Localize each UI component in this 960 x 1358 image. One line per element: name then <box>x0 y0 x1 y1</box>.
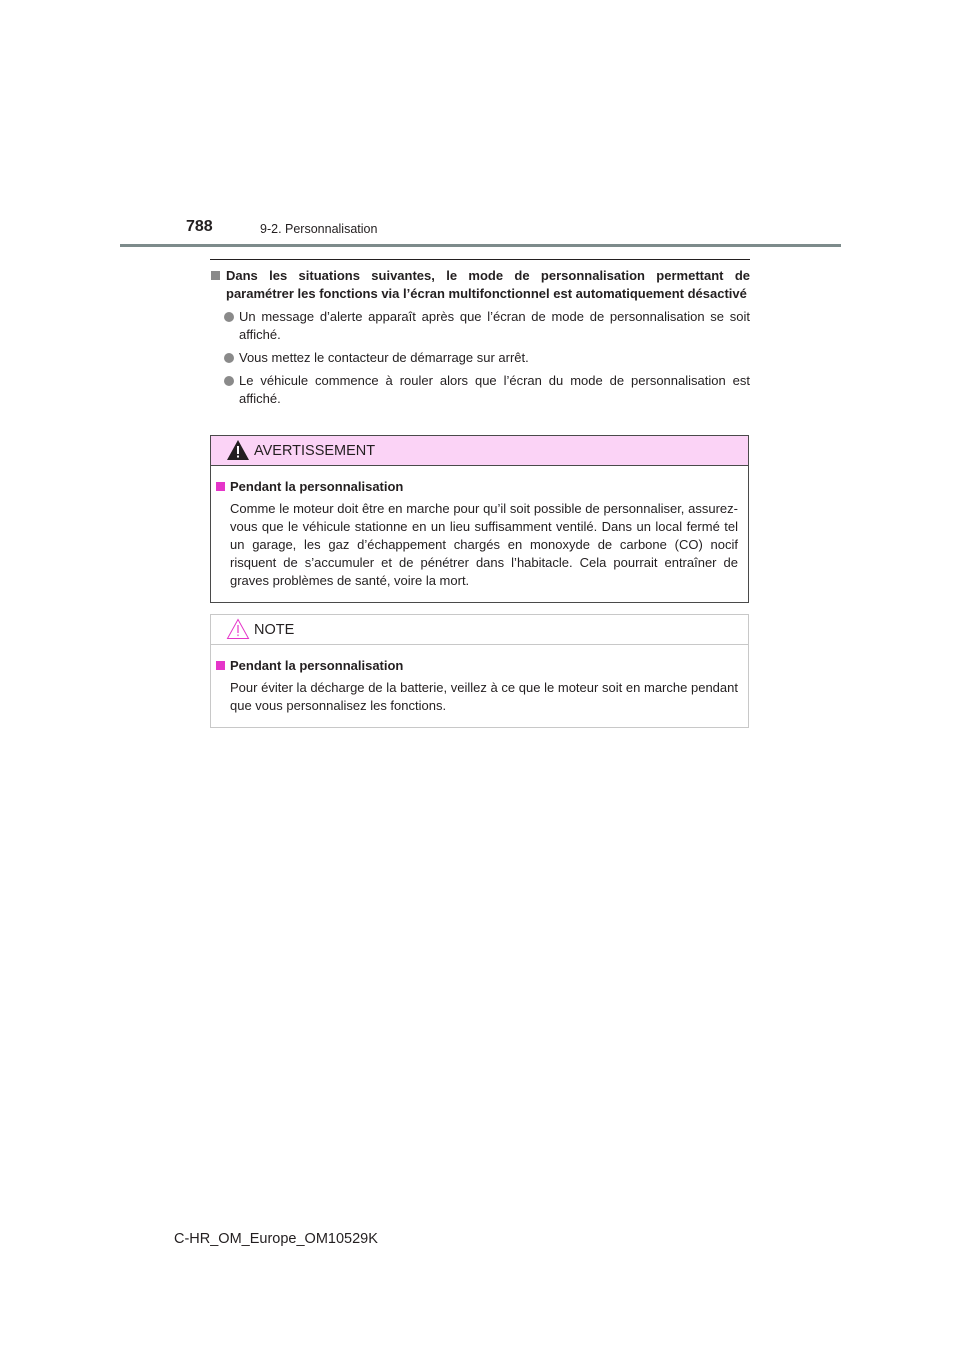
caution-outline-icon <box>226 618 250 640</box>
warning-box <box>210 435 749 603</box>
list-item-text: Le véhicule commence à rouler alors que l’écran du mode de personnalisation est affiché. <box>239 373 750 406</box>
main-heading: Dans les situations suivantes, le mode de personnalisation permettant de paramétrer les fonctions via l’écran multifonctionnel est automatiquement désactivé <box>226 268 750 301</box>
list-item-text: Vous mettez le contacteur de démarrage sur arrêt. <box>239 350 529 365</box>
note-label: NOTE <box>254 622 295 638</box>
note-text: Pour éviter la décharge de la batterie, veillez à ce que le moteur soit en marche pendant que vous personnalisez les fonctions. <box>230 680 738 713</box>
square-bullet-icon <box>211 271 220 280</box>
note-header <box>211 615 748 645</box>
note-heading-row <box>216 657 738 675</box>
square-bullet-icon <box>216 661 225 670</box>
note-box <box>210 614 749 728</box>
square-bullet-icon <box>216 482 225 491</box>
header-divider <box>120 244 841 247</box>
note-heading: Pendant la personnalisation <box>230 658 404 673</box>
circle-bullet-icon <box>224 353 234 363</box>
note-body <box>211 645 748 715</box>
warning-label: AVERTISSEMENT <box>254 443 376 459</box>
list-item <box>210 349 750 367</box>
main-content <box>210 267 750 408</box>
section-title: 9-2. Personnalisation <box>260 222 378 236</box>
document-code: C-HR_OM_Europe_OM10529K <box>174 1231 378 1247</box>
circle-bullet-icon <box>224 312 234 322</box>
content-divider <box>210 259 750 260</box>
page-number: 788 <box>186 218 213 235</box>
list-item <box>210 308 750 344</box>
list-item-text: Un message d’alerte apparaît après que l’écran de mode de personnalisation se soit affiché. <box>239 309 750 342</box>
warning-triangle-icon <box>226 439 250 461</box>
warning-heading: Pendant la personnalisation <box>230 479 404 494</box>
warning-text: Comme le moteur doit être en marche pour qu’il soit possible de personnaliser, assurez-vous que le véhicule stationne en un lieu suffisamment ventilé. Dans un local fermé tel un garage, les gaz d’échappement chargés en monoxyde de carbone (CO) nocif risquent de s’accumuler et de pénétrer dans l’habitacle. Cela pourrait entraîner de graves problèmes de santé, voire la mort. <box>230 501 738 588</box>
warning-header <box>211 436 748 466</box>
list-item <box>210 372 750 408</box>
warning-body <box>211 466 748 590</box>
circle-bullet-icon <box>224 376 234 386</box>
warning-heading-row <box>216 478 738 496</box>
main-heading-row <box>210 267 750 303</box>
